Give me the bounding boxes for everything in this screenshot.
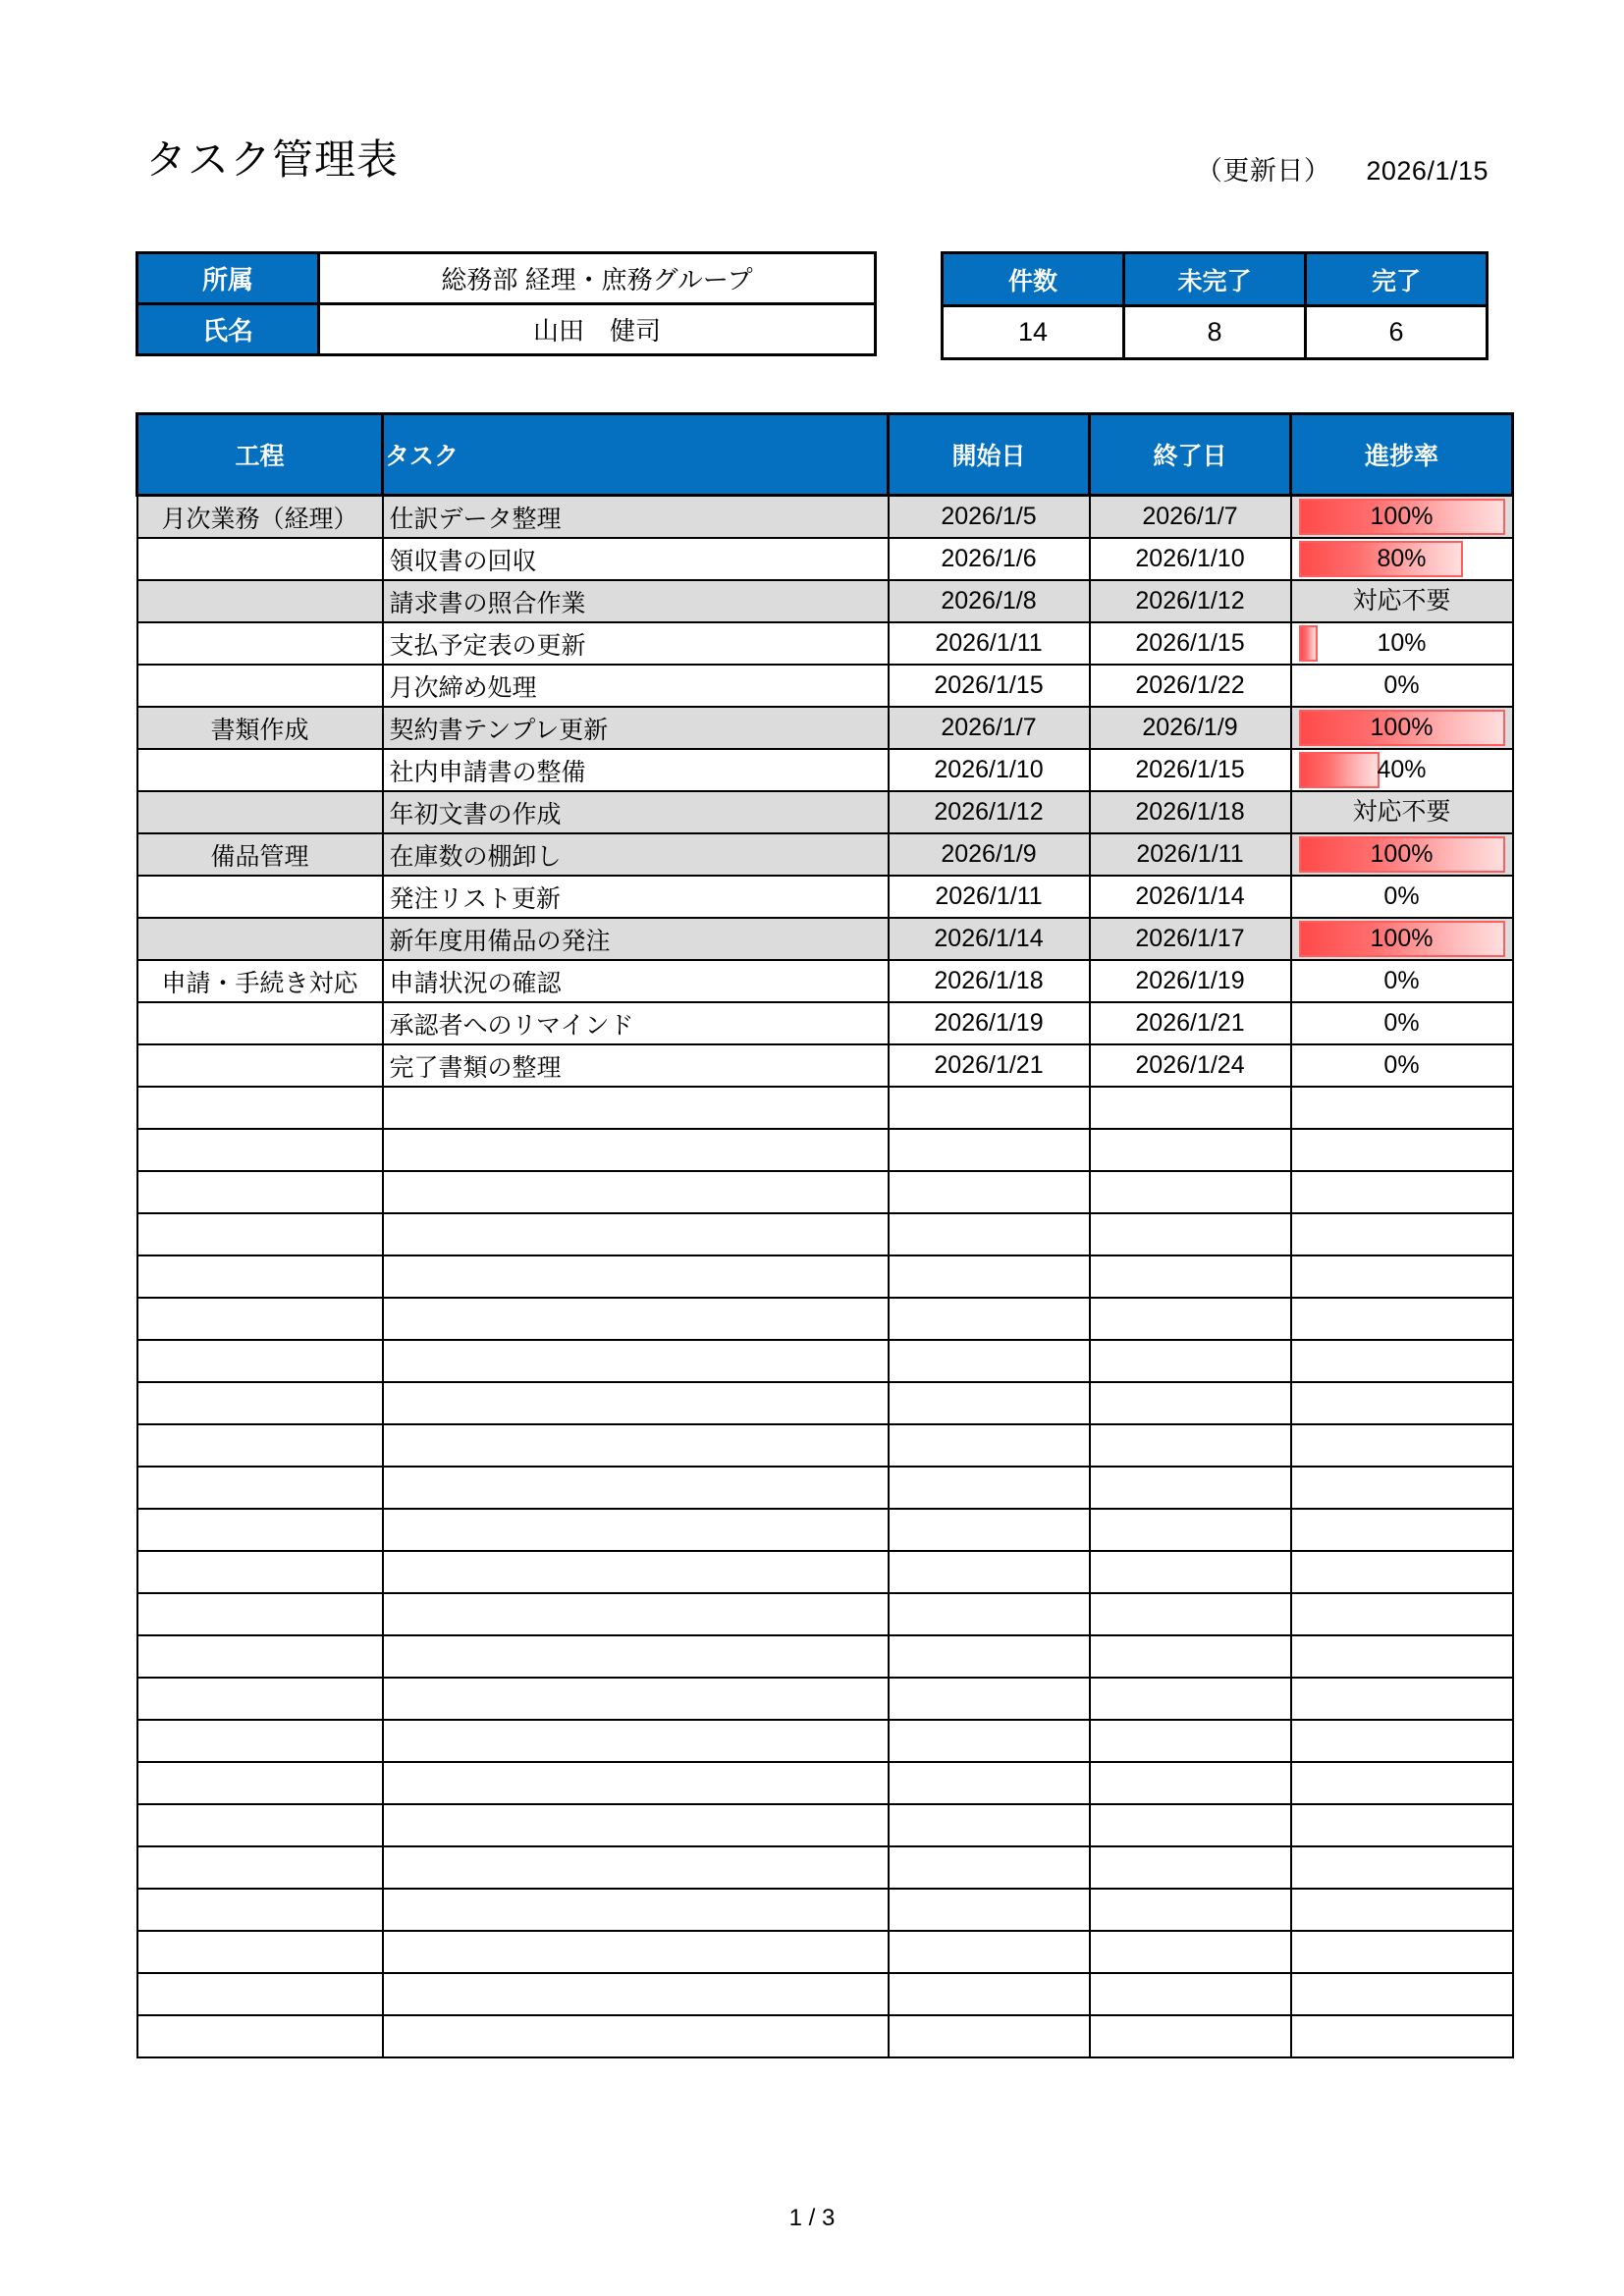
cell-empty[interactable] [383, 1551, 889, 1593]
cell-task[interactable]: 社内申請書の整備 [383, 749, 889, 791]
cell-start-date[interactable]: 2026/1/9 [889, 833, 1090, 876]
cell-empty[interactable] [137, 1382, 383, 1424]
cell-empty[interactable] [383, 1087, 889, 1129]
table-row-empty [137, 1804, 1513, 1846]
cell-empty[interactable] [383, 1129, 889, 1171]
table-row [137, 918, 1513, 960]
cell-process[interactable] [137, 538, 383, 580]
cell-empty[interactable] [383, 1298, 889, 1340]
table-row-empty [137, 1720, 1513, 1762]
cell-empty[interactable] [889, 1593, 1090, 1635]
cell-start-date[interactable]: 2026/1/10 [889, 749, 1090, 791]
cell-empty[interactable] [1291, 1298, 1513, 1340]
cell-end-date[interactable]: 2026/1/22 [1090, 665, 1291, 707]
table-row [137, 791, 1513, 833]
cell-empty[interactable] [383, 1213, 889, 1255]
cell-empty[interactable] [1291, 2015, 1513, 2057]
cell-end-date[interactable]: 2026/1/17 [1090, 918, 1291, 960]
cell-start-date[interactable]: 2026/1/15 [889, 665, 1090, 707]
cell-empty[interactable] [889, 1846, 1090, 1889]
cell-empty[interactable] [383, 1340, 889, 1382]
table-row-empty [137, 1213, 1513, 1255]
progress-value-label: 0% [1383, 967, 1420, 994]
cell-start-date[interactable]: 2026/1/6 [889, 538, 1090, 580]
task-list-table [135, 412, 1514, 2058]
cell-empty[interactable] [1291, 1551, 1513, 1593]
info-value-name[interactable]: 山田 健司 [319, 304, 876, 355]
cell-empty[interactable] [383, 1171, 889, 1213]
table-row-empty [137, 1087, 1513, 1129]
owner-info-table [135, 251, 877, 356]
cell-end-date[interactable]: 2026/1/12 [1090, 580, 1291, 622]
progress-value-label: 80% [1377, 545, 1427, 572]
cell-empty[interactable] [1291, 1255, 1513, 1298]
cell-empty[interactable] [1090, 1509, 1291, 1551]
cell-empty[interactable] [383, 1467, 889, 1509]
cell-progress[interactable] [1291, 833, 1513, 876]
table-row-empty [137, 1889, 1513, 1931]
cell-empty[interactable] [1090, 1129, 1291, 1171]
cell-empty[interactable] [1090, 1424, 1291, 1467]
cell-empty[interactable] [1090, 1931, 1291, 1973]
cell-start-date[interactable]: 2026/1/7 [889, 707, 1090, 749]
cell-empty[interactable] [889, 1213, 1090, 1255]
cell-empty[interactable] [1090, 1593, 1291, 1635]
cell-task[interactable]: 在庫数の棚卸し [383, 833, 889, 876]
cell-process[interactable]: 書類作成 [137, 707, 383, 749]
table-row [137, 665, 1513, 707]
cell-empty[interactable] [137, 1762, 383, 1804]
cell-progress[interactable] [1291, 707, 1513, 749]
cell-progress[interactable] [1291, 1044, 1513, 1087]
progress-value-label: 100% [1370, 714, 1434, 741]
cell-empty[interactable] [889, 1298, 1090, 1340]
cell-empty[interactable] [1291, 1804, 1513, 1846]
cell-empty[interactable] [1090, 1846, 1291, 1889]
cell-start-date[interactable]: 2026/1/18 [889, 960, 1090, 1002]
summary-value-incomplete: 8 [1124, 306, 1306, 359]
cell-empty[interactable] [889, 1424, 1090, 1467]
cell-empty[interactable] [889, 1551, 1090, 1593]
cell-empty[interactable] [383, 1509, 889, 1551]
cell-empty[interactable] [1291, 1509, 1513, 1551]
cell-empty[interactable] [889, 1889, 1090, 1931]
progress-cell-wrapper [1298, 539, 1506, 579]
cell-empty[interactable] [137, 1255, 383, 1298]
cell-empty[interactable] [137, 1171, 383, 1213]
progress-value-label: 対応不要 [1352, 798, 1451, 826]
table-row-empty [137, 1509, 1513, 1551]
cell-process[interactable]: 申請・手続き対応 [137, 960, 383, 1002]
cell-process[interactable] [137, 749, 383, 791]
cell-empty[interactable] [137, 1509, 383, 1551]
progress-cell-wrapper [1298, 1003, 1506, 1043]
cell-empty[interactable] [889, 1382, 1090, 1424]
cell-empty[interactable] [1291, 1382, 1513, 1424]
progress-cell-wrapper [1298, 623, 1506, 664]
cell-empty[interactable] [1291, 1467, 1513, 1509]
cell-empty[interactable] [1090, 1551, 1291, 1593]
cell-empty[interactable] [1291, 1720, 1513, 1762]
cell-empty[interactable] [1090, 1973, 1291, 2015]
summary-header-complete: 完了 [1306, 253, 1488, 306]
cell-progress[interactable] [1291, 791, 1513, 833]
summary-header-incomplete: 未完了 [1124, 253, 1306, 306]
cell-empty[interactable] [383, 1973, 889, 2015]
cell-task[interactable]: 月次締め処理 [383, 665, 889, 707]
cell-empty[interactable] [137, 1804, 383, 1846]
cell-progress[interactable] [1291, 1002, 1513, 1044]
cell-process[interactable] [137, 665, 383, 707]
cell-start-date[interactable]: 2026/1/12 [889, 791, 1090, 833]
cell-process[interactable] [137, 876, 383, 918]
cell-empty[interactable] [889, 1171, 1090, 1213]
cell-process[interactable] [137, 580, 383, 622]
table-row-empty [137, 1382, 1513, 1424]
cell-progress[interactable] [1291, 960, 1513, 1002]
cell-empty[interactable] [889, 1762, 1090, 1804]
cell-empty[interactable] [1291, 1846, 1513, 1889]
cell-progress[interactable] [1291, 876, 1513, 918]
summary-counts-table [941, 251, 1489, 360]
cell-empty[interactable] [1291, 1973, 1513, 2015]
cell-process[interactable] [137, 1002, 383, 1044]
cell-empty[interactable] [1291, 1129, 1513, 1171]
cell-empty[interactable] [889, 1509, 1090, 1551]
column-header-end-date: 終了日 [1090, 414, 1291, 496]
cell-task[interactable]: 完了書類の整理 [383, 1044, 889, 1087]
cell-empty[interactable] [383, 1720, 889, 1762]
table-row-empty [137, 1551, 1513, 1593]
cell-end-date[interactable]: 2026/1/19 [1090, 960, 1291, 1002]
cell-end-date[interactable]: 2026/1/15 [1090, 622, 1291, 665]
progress-value-label: 10% [1377, 629, 1427, 657]
table-row [137, 496, 1513, 539]
column-header-task: タスク [383, 414, 889, 496]
cell-end-date[interactable]: 2026/1/10 [1090, 538, 1291, 580]
cell-empty[interactable] [1090, 1171, 1291, 1213]
table-row [137, 1044, 1513, 1087]
cell-start-date[interactable]: 2026/1/11 [889, 876, 1090, 918]
cell-empty[interactable] [889, 1804, 1090, 1846]
cell-end-date[interactable]: 2026/1/14 [1090, 876, 1291, 918]
cell-progress[interactable] [1291, 538, 1513, 580]
progress-value-label: 40% [1377, 756, 1427, 783]
cell-end-date[interactable]: 2026/1/9 [1090, 707, 1291, 749]
cell-end-date[interactable]: 2026/1/24 [1090, 1044, 1291, 1087]
table-row-empty [137, 1298, 1513, 1340]
cell-empty[interactable] [383, 1382, 889, 1424]
cell-empty[interactable] [1090, 2015, 1291, 2057]
table-row [137, 707, 1513, 749]
progress-value-label: 0% [1383, 671, 1420, 699]
cell-empty[interactable] [889, 1340, 1090, 1382]
cell-empty[interactable] [1090, 1804, 1291, 1846]
cell-empty[interactable] [889, 1973, 1090, 2015]
cell-progress[interactable] [1291, 665, 1513, 707]
table-row [137, 960, 1513, 1002]
summary-value-total: 14 [943, 306, 1124, 359]
cell-empty[interactable] [137, 1973, 383, 2015]
cell-empty[interactable] [383, 2015, 889, 2057]
page-footer: 1 / 3 [788, 2205, 836, 2231]
cell-empty[interactable] [889, 1678, 1090, 1720]
cell-empty[interactable] [137, 1467, 383, 1509]
cell-start-date[interactable]: 2026/1/5 [889, 496, 1090, 539]
cell-start-date[interactable]: 2026/1/8 [889, 580, 1090, 622]
cell-empty[interactable] [137, 1298, 383, 1340]
cell-task[interactable]: 領収書の回収 [383, 538, 889, 580]
cell-empty[interactable] [383, 1593, 889, 1635]
cell-empty[interactable] [1090, 1382, 1291, 1424]
cell-empty[interactable] [1291, 1889, 1513, 1931]
progress-value-label: 0% [1383, 1009, 1420, 1037]
column-header-progress: 進捗率 [1291, 414, 1513, 496]
cell-empty[interactable] [1291, 1340, 1513, 1382]
progress-cell-wrapper [1298, 919, 1506, 959]
cell-empty[interactable] [137, 1129, 383, 1171]
cell-end-date[interactable]: 2026/1/18 [1090, 791, 1291, 833]
cell-empty[interactable] [137, 1551, 383, 1593]
progress-cell-wrapper [1298, 497, 1506, 537]
summary-header-total: 件数 [943, 253, 1124, 306]
table-row-empty [137, 1593, 1513, 1635]
cell-empty[interactable] [137, 1889, 383, 1931]
cell-empty[interactable] [383, 1255, 889, 1298]
cell-empty[interactable] [889, 1720, 1090, 1762]
progress-value-label: 0% [1383, 1051, 1420, 1079]
cell-task[interactable]: 申請状況の確認 [383, 960, 889, 1002]
cell-empty[interactable] [1090, 1720, 1291, 1762]
cell-progress[interactable] [1291, 918, 1513, 960]
progress-value-label: 100% [1370, 503, 1434, 530]
task-table-body [137, 496, 1513, 2058]
table-row [137, 580, 1513, 622]
table-row [137, 304, 876, 355]
cell-empty[interactable] [1090, 1889, 1291, 1931]
cell-empty[interactable] [1090, 1213, 1291, 1255]
cell-empty[interactable] [1090, 1678, 1291, 1720]
progress-value-label: 100% [1370, 840, 1434, 868]
cell-empty[interactable] [1090, 1298, 1291, 1340]
cell-process[interactable]: 備品管理 [137, 833, 383, 876]
cell-task[interactable]: 契約書テンプレ更新 [383, 707, 889, 749]
table-row-empty [137, 1424, 1513, 1467]
cell-empty[interactable] [889, 1931, 1090, 1973]
progress-cell-wrapper [1298, 708, 1506, 748]
cell-task[interactable]: 仕訳データ整理 [383, 496, 889, 539]
cell-empty[interactable] [1090, 1762, 1291, 1804]
table-row-empty [137, 1255, 1513, 1298]
progress-cell-wrapper [1298, 1045, 1506, 1086]
cell-empty[interactable] [889, 1255, 1090, 1298]
cell-task[interactable]: 年初文書の作成 [383, 791, 889, 833]
cell-empty[interactable] [383, 1804, 889, 1846]
cell-empty[interactable] [1291, 1593, 1513, 1635]
cell-empty[interactable] [1090, 1087, 1291, 1129]
cell-empty[interactable] [383, 1678, 889, 1720]
cell-empty[interactable] [383, 1931, 889, 1973]
cell-progress[interactable] [1291, 749, 1513, 791]
cell-start-date[interactable]: 2026/1/21 [889, 1044, 1090, 1087]
cell-empty[interactable] [137, 1087, 383, 1129]
cell-empty[interactable] [383, 1762, 889, 1804]
cell-empty[interactable] [137, 1593, 383, 1635]
cell-end-date[interactable]: 2026/1/15 [1090, 749, 1291, 791]
cell-task[interactable]: 承認者へのリマインド [383, 1002, 889, 1044]
table-row [137, 1002, 1513, 1044]
table-row [137, 749, 1513, 791]
table-row-empty [137, 1129, 1513, 1171]
cell-progress[interactable] [1291, 496, 1513, 539]
cell-task[interactable]: 発注リスト更新 [383, 876, 889, 918]
cell-process[interactable]: 月次業務（経理） [137, 496, 383, 539]
column-header-process: 工程 [137, 414, 383, 496]
cell-empty[interactable] [1291, 1171, 1513, 1213]
cell-empty[interactable] [1291, 1635, 1513, 1678]
cell-empty[interactable] [383, 1635, 889, 1678]
table-row-empty [137, 1171, 1513, 1213]
cell-empty[interactable] [1291, 1424, 1513, 1467]
cell-empty[interactable] [137, 1340, 383, 1382]
cell-empty[interactable] [889, 2015, 1090, 2057]
info-label-department: 所属 [137, 253, 319, 304]
cell-empty[interactable] [383, 1889, 889, 1931]
cell-end-date[interactable]: 2026/1/21 [1090, 1002, 1291, 1044]
progress-cell-wrapper [1298, 792, 1506, 832]
table-row-empty [137, 1931, 1513, 1973]
update-date-value: 2026/1/15 [1366, 156, 1489, 186]
progress-cell-wrapper [1298, 961, 1506, 1001]
cell-empty[interactable] [137, 1424, 383, 1467]
cell-empty[interactable] [1090, 1467, 1291, 1509]
table-row-empty [137, 2015, 1513, 2057]
cell-empty[interactable] [137, 1678, 383, 1720]
progress-cell-wrapper [1298, 750, 1506, 790]
update-date-block [1196, 149, 1489, 187]
cell-empty[interactable] [137, 2015, 383, 2057]
cell-empty[interactable] [137, 1931, 383, 1973]
progress-cell-wrapper [1298, 877, 1506, 917]
table-row-empty [137, 1846, 1513, 1889]
progress-cell-wrapper [1298, 581, 1506, 621]
table-row-empty [137, 1340, 1513, 1382]
cell-empty[interactable] [1090, 1635, 1291, 1678]
cell-process[interactable] [137, 791, 383, 833]
table-row-empty [137, 1467, 1513, 1509]
table-row [137, 253, 876, 304]
cell-empty[interactable] [1090, 1255, 1291, 1298]
cell-empty[interactable] [1291, 1931, 1513, 1973]
table-row [137, 622, 1513, 665]
table-row [137, 876, 1513, 918]
cell-start-date[interactable]: 2026/1/19 [889, 1002, 1090, 1044]
cell-empty[interactable] [1291, 1678, 1513, 1720]
cell-empty[interactable] [383, 1846, 889, 1889]
cell-empty[interactable] [1291, 1213, 1513, 1255]
progress-cell-wrapper [1298, 666, 1506, 706]
cell-process[interactable] [137, 918, 383, 960]
cell-end-date[interactable]: 2026/1/11 [1090, 833, 1291, 876]
progress-value-label: 100% [1370, 925, 1434, 952]
cell-empty[interactable] [889, 1129, 1090, 1171]
table-row-empty [137, 1762, 1513, 1804]
cell-progress[interactable] [1291, 580, 1513, 622]
column-header-start-date: 開始日 [889, 414, 1090, 496]
table-row-empty [137, 1678, 1513, 1720]
cell-empty[interactable] [1291, 1762, 1513, 1804]
table-row [137, 833, 1513, 876]
cell-progress[interactable] [1291, 622, 1513, 665]
table-row-empty [137, 1973, 1513, 2015]
cell-end-date[interactable]: 2026/1/7 [1090, 496, 1291, 539]
progress-value-label: 対応不要 [1352, 587, 1451, 614]
cell-task[interactable]: 支払予定表の更新 [383, 622, 889, 665]
cell-empty[interactable] [1090, 1340, 1291, 1382]
cell-empty[interactable] [383, 1424, 889, 1467]
cell-empty[interactable] [137, 1846, 383, 1889]
page-title: タスク管理表 [145, 136, 400, 183]
cell-empty[interactable] [137, 1213, 383, 1255]
info-value-department[interactable]: 総務部 経理・庶務グループ [319, 253, 876, 304]
update-date-label: （更新日） [1195, 156, 1331, 186]
cell-process[interactable] [137, 622, 383, 665]
summary-value-complete: 6 [1306, 306, 1488, 359]
table-row [943, 253, 1488, 306]
cell-task[interactable]: 新年度用備品の発注 [383, 918, 889, 960]
cell-process[interactable] [137, 1044, 383, 1087]
table-row [943, 306, 1488, 359]
cell-empty[interactable] [889, 1467, 1090, 1509]
info-label-name: 氏名 [137, 304, 319, 355]
progress-value-label: 0% [1383, 882, 1420, 910]
cell-empty[interactable] [1291, 1087, 1513, 1129]
table-row [137, 538, 1513, 580]
cell-empty[interactable] [137, 1720, 383, 1762]
table-row-empty [137, 1635, 1513, 1678]
cell-empty[interactable] [137, 1635, 383, 1678]
cell-start-date[interactable]: 2026/1/14 [889, 918, 1090, 960]
cell-task[interactable]: 請求書の照合作業 [383, 580, 889, 622]
progress-cell-wrapper [1298, 834, 1506, 875]
cell-empty[interactable] [889, 1087, 1090, 1129]
cell-start-date[interactable]: 2026/1/11 [889, 622, 1090, 665]
cell-empty[interactable] [889, 1635, 1090, 1678]
table-header-row [137, 414, 1513, 496]
